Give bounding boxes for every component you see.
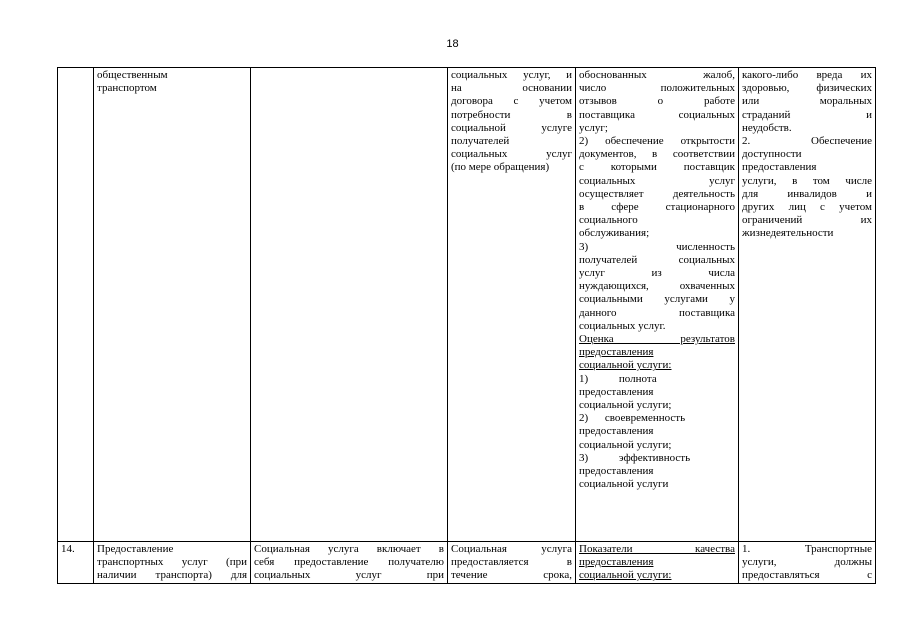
row-number-cell (58, 68, 94, 542)
page-number: 18 (446, 38, 459, 50)
service-term-cell: социальных услуг, и на основании договора с учетом потребности в социальной услуге получателей социальных услуг (по мере обращения) (448, 68, 576, 542)
requirements-cell: 1. Транспортные услуги, должны предоставляться с (739, 542, 876, 584)
services-table (57, 67, 876, 584)
service-name-cell: Предоставление транспортных услуг (при наличии транспорта) для (94, 542, 251, 584)
requirements-cell: какого-либо вреда их здоровью, физических или моральных страданий и неудобств. 2. Обеспечение доступности предоставления услуги, в том числе для инвалидов и других лиц с учетом ограничений их жизнедеятельности (739, 68, 876, 542)
quality-indicators-cell: обоснованных жалоб, число положительных отзывов о работе поставщика социальных услуг; 2) обеспечение открытости документов, в соответствии с которыми поставщик социальных услуг осуществляет деятельность в сфере стационарного социального обслуживания; 3) численность получателей социальных услуг из числа нуждающихся, охваченных социальными услугами у данного поставщика социальных услуг. Оценка результатов предоставления социальной услуги: 1) полнота предоставления социальной услуги; 2) своевременность предоставления социальной услуги; 3) эффективность предоставления социальной услуги (576, 68, 739, 542)
service-term-cell: Социальная услуга предоставляется в течение срока, (448, 542, 576, 584)
service-name-cell: общественным транспортом (94, 68, 251, 542)
service-description-cell: Социальная услуга включает в себя предоставление получателю социальных услуг при (251, 542, 448, 584)
quality-indicators-cell: Показатели качества предоставления социальной услуги: (576, 542, 739, 584)
service-description-cell (251, 68, 448, 542)
row-number-cell: 14. (58, 542, 94, 584)
table-row (58, 68, 876, 542)
table-row (58, 542, 876, 584)
